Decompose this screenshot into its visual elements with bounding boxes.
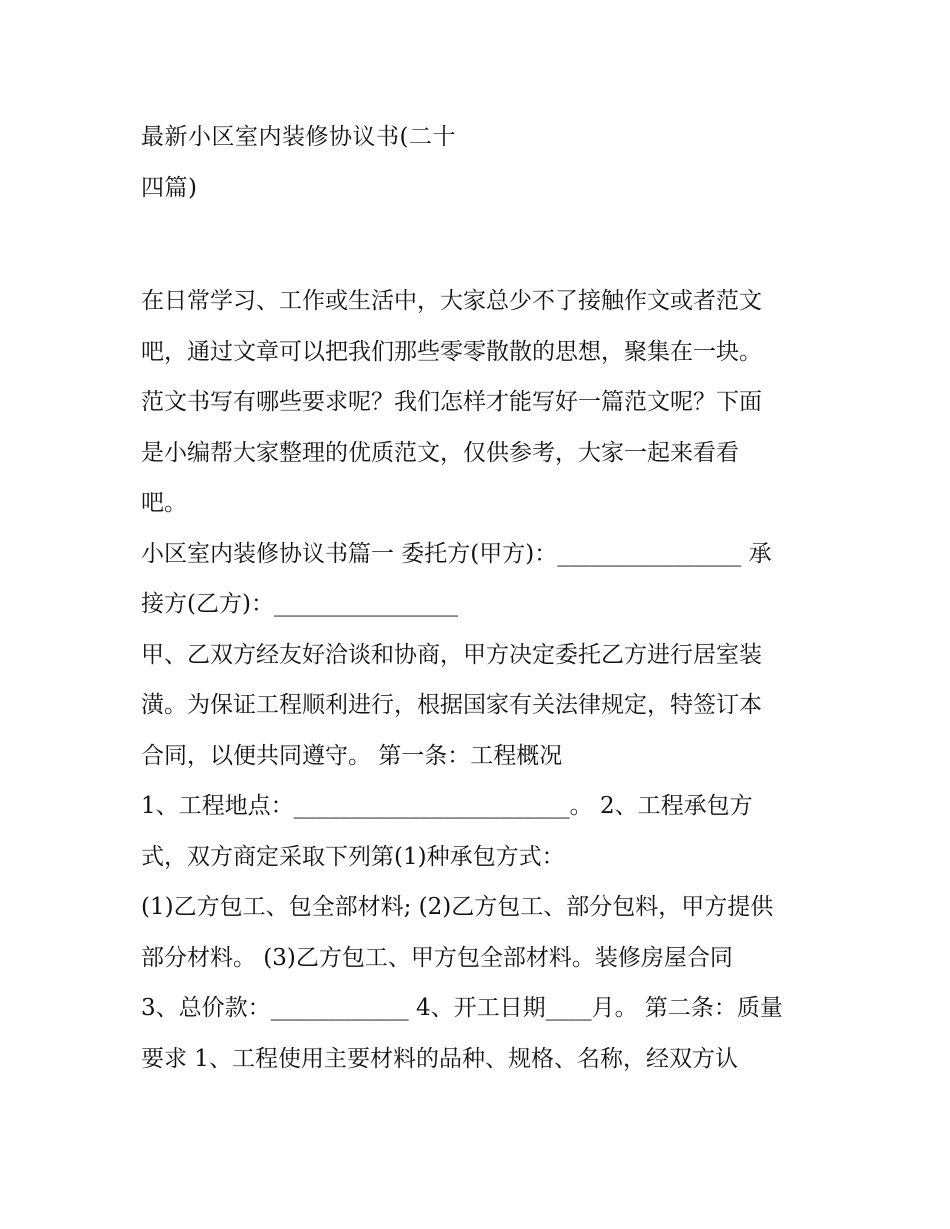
body-line-13: (1)乙方包工、包全部材料; (2)乙方包工、部分包料，甲方提供: [141, 894, 774, 920]
title-line-1: 最新小区室内装修协议书(二十: [141, 124, 456, 150]
body-line-9: 潢。为保证工程顺利进行，根据国家有关法律规定，特签订本: [141, 692, 762, 718]
body-line-6: 小区室内装修协议书篇一 委托方(甲方)：________________ 承: [141, 540, 772, 567]
document-body: [141, 276, 841, 1084]
body-line-14: 部分材料。 (3)乙方包工、甲方包全部材料。装修房屋合同: [141, 944, 733, 971]
body-line-4: 是小编帮大家整理的优质范文，仅供参考，大家一起来看看: [141, 439, 739, 466]
body-line-2: 吧，通过文章可以把我们那些零零散散的思想，聚集在一块。: [141, 338, 762, 365]
body-line-8: 甲、乙双方经友好洽谈和协商，甲方决定委托乙方进行居室装: [141, 641, 762, 668]
title-line-2: 四篇): [141, 174, 198, 201]
body-line-11: 1、工程地点：________________________。 2、工程承包方: [141, 793, 753, 819]
body-line-15: 3、总价款：____________ 4、开工日期____月。 第二条：质量: [141, 995, 783, 1021]
body-line-5: 吧。: [141, 490, 187, 516]
body-line-16: 要求 1、工程使用主要材料的品种、规格、名称，经双方认: [141, 1045, 738, 1072]
document-title: [141, 112, 841, 213]
body-line-10: 合同，以便共同遵守。 第一条：工程概况: [141, 742, 563, 769]
body-line-1: 在日常学习、工作或生活中，大家总少不了接触作文或者范文: [141, 288, 762, 314]
body-line-7: 接方(乙方)：________________: [141, 591, 458, 617]
body-line-3: 范文书写有哪些要求呢？我们怎样才能写好一篇范文呢？下面: [141, 389, 762, 415]
body-line-12: 式，双方商定采取下列第(1)种承包方式：: [141, 843, 565, 870]
